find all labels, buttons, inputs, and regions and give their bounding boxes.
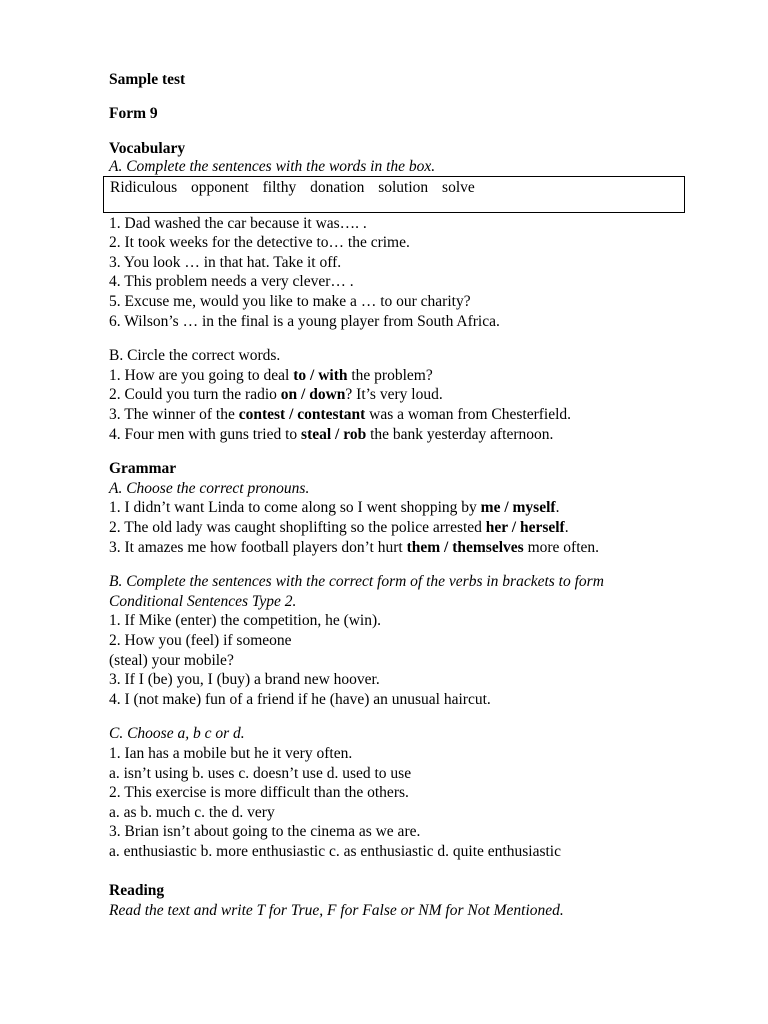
grammar-b-instruction-cont: Conditional Sentences Type 2.	[109, 593, 297, 610]
vocabulary-a-item: 1. Dad washed the car because it was…. .	[109, 215, 367, 232]
item-text: 1. I didn’t want Linda to come along so I went shopping by	[109, 499, 481, 516]
item-text: .	[564, 519, 569, 536]
grammar-a-instruction: A. Choose the correct pronouns.	[109, 480, 310, 497]
item-text: 3. It amazes me how football players don’t hurt	[109, 539, 407, 556]
grammar-a-item	[109, 499, 559, 517]
grammar-b-instruction: B. Complete the sentences with the correct form of the verbs in brackets to form	[109, 573, 604, 590]
grammar-b-item: (steal) your mobile?	[109, 652, 234, 669]
grammar-b-item: 1. If Mike (enter) the competition, he (win).	[109, 612, 382, 629]
word-choice: steal / rob	[301, 426, 367, 443]
word-choice: contest / contestant	[238, 406, 366, 423]
grammar-c-item: 2. This exercise is more difficult than the others.	[109, 784, 409, 801]
vocabulary-a-instruction: A. Complete the sentences with the words in the box.	[109, 158, 436, 175]
vocabulary-b-instruction: B. Circle the correct words.	[109, 347, 281, 364]
vocabulary-b-item	[109, 367, 433, 385]
item-text: more often.	[523, 539, 600, 556]
item-text: 4. Four men with guns tried to	[109, 426, 302, 443]
pronoun-choice: them / themselves	[406, 539, 524, 556]
page-title: Sample test	[109, 71, 186, 88]
pronoun-choice: her / herself	[485, 519, 565, 536]
word-choice: to / with	[293, 367, 348, 384]
vocabulary-heading: Vocabulary	[109, 140, 186, 157]
reading-instruction: Read the text and write T for True, F for False or NM for Not Mentioned.	[109, 902, 564, 919]
reading-heading: Reading	[109, 882, 165, 899]
vocabulary-a-item: 2. It took weeks for the detective to… the crime.	[109, 234, 410, 251]
vocabulary-a-item: 5. Excuse me, would you like to make a … to our charity?	[109, 293, 471, 310]
vocabulary-a-item: 4. This problem needs a very clever… .	[109, 273, 354, 290]
word-box-item: solution	[378, 179, 429, 196]
vocabulary-b-item	[109, 426, 553, 444]
item-text: 2. Could you turn the radio	[109, 386, 281, 403]
vocabulary-b-item	[109, 406, 571, 424]
item-text: 3. The winner of the	[109, 406, 239, 423]
word-box-item: opponent	[191, 179, 249, 196]
word-box-list	[110, 179, 485, 197]
word-box-item: Ridiculous	[110, 179, 178, 196]
grammar-b-item: 2. How you (feel) if someone	[109, 632, 292, 649]
grammar-c-options: a. isn’t using b. uses c. doesn’t use d. used to use	[109, 765, 412, 782]
grammar-b-item: 4. I (not make) fun of a friend if he (have) an unusual haircut.	[109, 691, 491, 708]
vocabulary-a-item: 3. You look … in that hat. Take it off.	[109, 254, 342, 271]
word-choice: on / down	[280, 386, 346, 403]
grammar-b-item: 3. If I (be) you, I (buy) a brand new hoover.	[109, 671, 380, 688]
pronoun-choice: me / myself	[480, 499, 556, 516]
item-text: 1. How are you going to deal	[109, 367, 294, 384]
word-box	[103, 176, 685, 213]
grammar-a-item	[109, 539, 599, 557]
vocabulary-a-item: 6. Wilson’s … in the final is a young player from South Africa.	[109, 313, 500, 330]
grammar-c-options: a. enthusiastic b. more enthusiastic c. as enthusiastic d. quite enthusiastic	[109, 843, 561, 860]
form-label: Form 9	[109, 105, 158, 122]
item-text: the problem?	[347, 367, 433, 384]
word-box-item: donation	[310, 179, 365, 196]
item-text: 2. The old lady was caught shoplifting so the police arrested	[109, 519, 486, 536]
item-text: was a woman from Chesterfield.	[365, 406, 572, 423]
word-box-item: solve	[442, 179, 475, 196]
grammar-heading: Grammar	[109, 460, 177, 477]
grammar-a-item	[109, 519, 569, 537]
item-text: .	[555, 499, 560, 516]
word-box-item: filthy	[262, 179, 297, 196]
vocabulary-b-item	[109, 386, 443, 404]
grammar-c-item: 1. Ian has a mobile but he it very often.	[109, 745, 353, 762]
grammar-c-options: a. as b. much c. the d. very	[109, 804, 275, 821]
item-text: the bank yesterday afternoon.	[366, 426, 554, 443]
grammar-c-item: 3. Brian isn’t about going to the cinema as we are.	[109, 823, 421, 840]
item-text: ? It’s very loud.	[345, 386, 443, 403]
grammar-c-instruction: C. Choose a, b c or d.	[109, 725, 245, 742]
